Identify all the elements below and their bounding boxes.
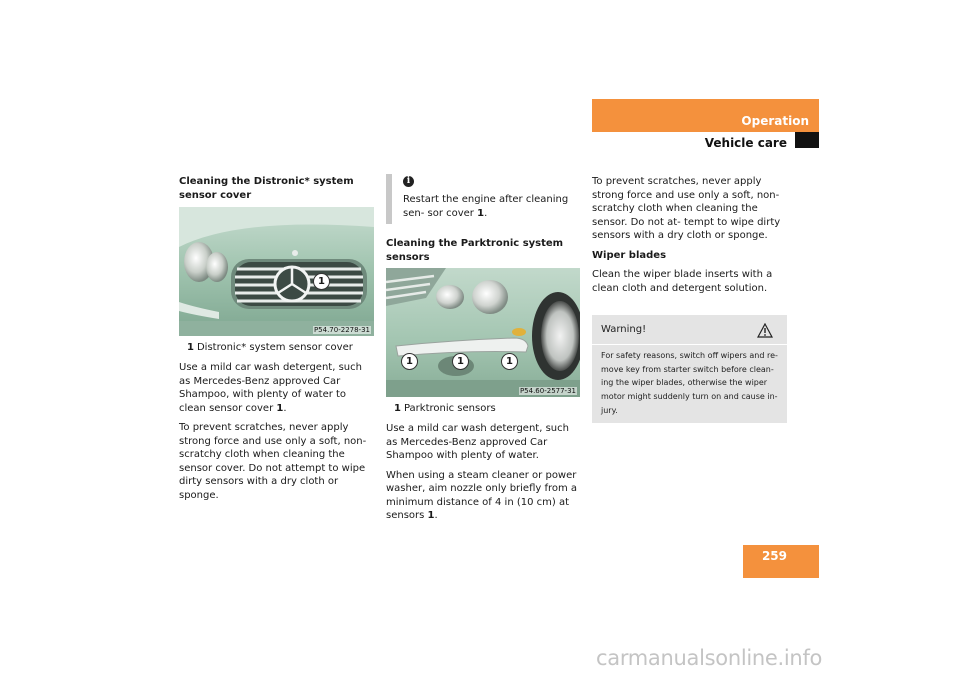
parktronic-photo (386, 268, 580, 397)
left-column (179, 175, 375, 208)
caption-number: 1 (187, 342, 194, 353)
distronic-paragraph-1 (179, 361, 375, 415)
photo-code: P54.70-2278-31 (313, 326, 370, 334)
note-end: . (484, 207, 488, 219)
page-number: 259 (761, 549, 787, 563)
caption-text: Distronic* system sensor cover (196, 342, 353, 353)
parktronic-body (386, 422, 580, 529)
warning-text: For safety reasons, switch off wipers and re- move key from starter switch before clean- ing the wiper blades, otherwise the wiper motor might suddenly turn on and cause in- jury. (601, 351, 778, 415)
caption-number: 1 (394, 403, 401, 414)
note-body: Restart the engine after cleaning sen- sor cover (403, 194, 569, 219)
distronic-caption (187, 341, 377, 355)
paragraph-text: Use a mild car wash detergent, such as Mercedes-Benz approved Car Shampoo, with plenty of water to clean sensor cover (179, 362, 362, 414)
distronic-photo (179, 207, 374, 336)
section-header-band (592, 99, 819, 132)
paragraph-end: . (283, 402, 287, 414)
parktronic-heading-wrap (386, 237, 580, 270)
paragraph-text: When using a steam cleaner or power washer, aim nozzle only briefly from a minimum distance of 4 in (10 cm) at sensors (386, 469, 578, 521)
distronic-heading: Cleaning the Distronic* system sensor cover (179, 176, 354, 201)
info-note (386, 174, 580, 224)
header-tab-marker (795, 132, 819, 148)
section-title: Operation (741, 114, 809, 128)
wiper-paragraph: Clean the wiper blade inserts with a clean cloth and detergent solution. (592, 269, 773, 294)
note-text (403, 193, 580, 220)
warning-title: Warning! (601, 324, 647, 335)
reference-1: 1 (427, 510, 435, 521)
callout-1-center: 1 (452, 353, 469, 370)
watermark: carmanualsonline.info (596, 646, 823, 670)
warning-triangle-icon (757, 323, 773, 338)
parktronic-caption (394, 402, 580, 416)
warning-divider (592, 344, 787, 345)
photo-code: P54.60-2577-31 (519, 387, 576, 395)
note-reference: 1 (477, 207, 485, 219)
note-bar (386, 174, 392, 224)
callout-1-left: 1 (401, 353, 418, 370)
paragraph-end: . (434, 510, 438, 521)
scratch-paragraph: To prevent scratches, never apply strong force and use only a soft, non-scratchy cloth when cleaning the sensor. Do not at- tempt to wipe dirty sensors with a dry cloth or sponge. (592, 176, 781, 241)
reference-1: 1 (276, 402, 284, 414)
right-column (592, 175, 790, 301)
parktronic-heading: Cleaning the Parktronic system sensors (386, 238, 564, 263)
subsection-title: Vehicle care (704, 136, 787, 150)
info-icon: i (403, 176, 414, 187)
page-number-band (743, 545, 819, 578)
caption-text: Parktronic sensors (403, 403, 496, 414)
warning-box (592, 315, 787, 423)
parktronic-paragraph-2 (386, 469, 580, 523)
callout-1: 1 (313, 273, 330, 290)
parktronic-paragraph-1: Use a mild car wash detergent, such as Mercedes-Benz approved Car Shampoo with plenty of water. (386, 423, 569, 461)
distronic-body (179, 361, 375, 508)
wiper-heading: Wiper blades (592, 249, 667, 261)
distronic-paragraph-2: To prevent scratches, never apply strong force and use only a soft, non-scratchy cloth when cleaning the sensor cover. Do not attempt to wipe dirty sensors with a dry cloth or sponge. (179, 422, 367, 501)
callout-1-right: 1 (501, 353, 518, 370)
